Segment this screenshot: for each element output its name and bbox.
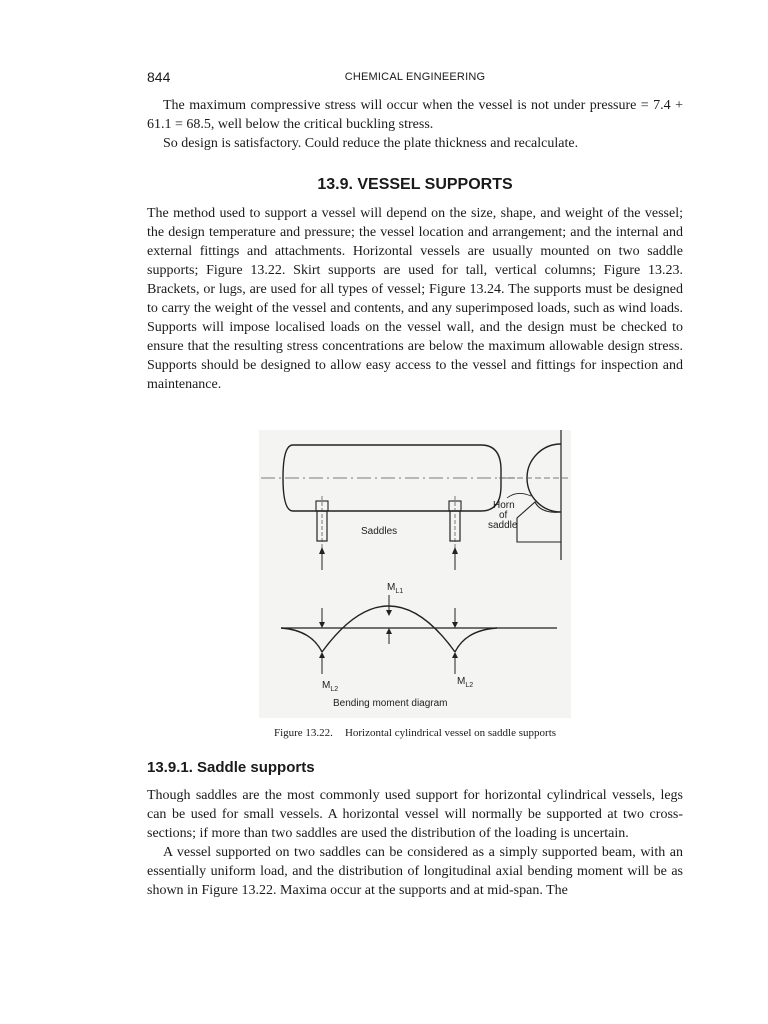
running-head: CHEMICAL ENGINEERING — [344, 71, 486, 83]
ml1-label: $M_{L1}$ — [387, 582, 404, 595]
paragraph-compressive-stress: The maximum compressive stress will occur when the vessel is not under pressure = 7.4 + 61.1 = 68.5, well below the critical buckling stress. — [147, 98, 683, 132]
paragraph-vessel-supports: The method used to support a vessel will depend on the size, shape, and weight of the vessel; the design temperature and pressure; the vessel location and arrangement; and the internal and external fittings and attachments. Horizontal vessels are usually mounted on two saddle supports; Figure 13.22. Skirt supports are used for tall, vertical columns; Figure 13.23. Brackets, or lugs, are used for all types of vessel; Figure 13.24. The supports must be designed to carry the weight of the vessel and contents, and any superimposed loads, such as wind loads. Supports will impose localised loads on the vessel wall, and the design must be checked to ensure that the resulting stress concentrations are below the maximum allowable design stress. Supports should be designed to allow easy access to the vessel and fittings for inspection and maintenance. — [147, 206, 683, 392]
saddle-support-diagram — [259, 430, 571, 718]
section-heading: 13.9. VESSEL SUPPORTS — [317, 176, 513, 193]
subsection-heading: 13.9.1. Saddle supports — [147, 759, 315, 776]
figure-13-22 — [147, 430, 683, 740]
page-body — [147, 96, 683, 900]
figure-background — [259, 430, 571, 718]
paragraph-design-satisfactory: So design is satisfactory. Could reduce the plate thickness and recalculate. — [163, 136, 579, 151]
caption-text: Horizontal cylindrical vessel on saddle supports — [344, 727, 557, 739]
horn-label-line2: of — [499, 510, 508, 521]
paragraph-simply-supported-beam: A vessel supported on two saddles can be considered as a simply supported beam, with an essentially uniform load, and the distribution of longitudinal axial bending moment will be as shown in Figure 13.22. Maxima occur at the supports and at mid-span. The — [147, 845, 683, 898]
saddles-label: Saddles — [361, 526, 398, 537]
page-number: 844 — [147, 69, 171, 85]
horn-label-line1: Horn — [493, 500, 515, 511]
figure-caption — [147, 726, 683, 740]
right-ml2-label: $M_{L2}$ — [457, 676, 474, 689]
page-header — [147, 69, 683, 89]
bmd-label: Bending moment diagram — [333, 698, 448, 709]
horn-label-line3: saddle — [488, 520, 518, 531]
left-ml2-label: $M_{L2}$ — [322, 680, 339, 693]
paragraph-saddle-supports: Though saddles are the most commonly used support for horizontal cylindrical vessels, legs can be used for small vessels. A horizontal vessel will normally be supported at two cross-sections; if more than two saddles are used the distribution of the loading is uncertain. — [147, 788, 683, 841]
caption-number: Figure 13.22. — [273, 727, 333, 739]
